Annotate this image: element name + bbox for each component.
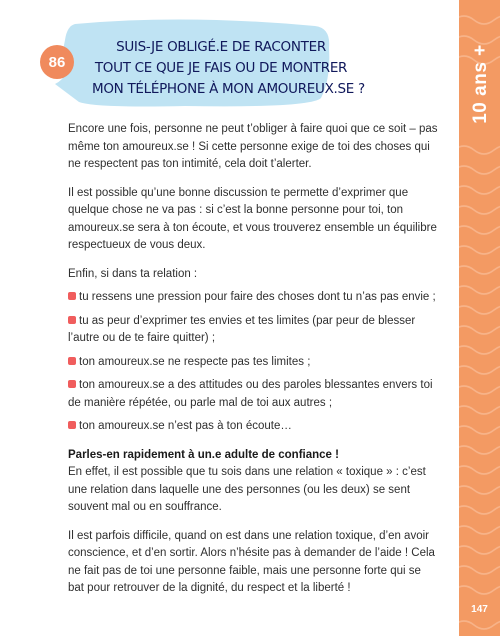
title-line: SUIS-JE OBLIGÉ.E DE RACONTER bbox=[116, 39, 326, 55]
bullet-icon bbox=[68, 316, 76, 324]
title-line: MON TÉLÉPHONE À MON AMOUREUX.SE ? bbox=[92, 81, 365, 97]
paragraph: Il est possible qu’une bonne discussion te permette d’exprimer que quelque chose ne va pas : si c’est la bonne personne pour toi, ton amoureux.se sera à ton écoute, et vous trouverez ensemble un équilibre respectueux de vous deux. bbox=[68, 186, 437, 251]
list-item bbox=[68, 377, 440, 412]
list-item bbox=[68, 354, 440, 372]
list-item-text: tu ressens une pression pour faire des choses dont tu n’as pas envie ; bbox=[79, 291, 436, 303]
list-item-text: ton amoureux.se ne respecte pas tes limites ; bbox=[79, 355, 311, 368]
bullet-icon bbox=[68, 380, 76, 388]
list-item-text: tu as peur d’exprimer tes envies et tes limites (par peur de blesser l’autre ou de te faire quitter) ; bbox=[68, 314, 416, 344]
page-number: 147 bbox=[471, 604, 488, 615]
list-item bbox=[68, 418, 440, 436]
bullet-icon bbox=[68, 292, 76, 300]
list-item bbox=[68, 313, 440, 348]
list-item-text: ton amoureux.se n’est pas à ton écoute… bbox=[79, 420, 292, 432]
article-body bbox=[68, 121, 440, 609]
age-label: 10 ans + bbox=[470, 44, 491, 124]
bullet-icon bbox=[68, 421, 76, 429]
page-title bbox=[92, 37, 365, 100]
list-item-text: ton amoureux.se a des attitudes ou des paroles blessantes envers toi de manière répétée, ou parle mal de toi aux autres ; bbox=[68, 379, 433, 409]
question-number-badge: 86 bbox=[40, 45, 74, 79]
list-item bbox=[68, 289, 440, 307]
paragraph: Enfin, si dans ta relation : bbox=[68, 267, 198, 280]
paragraph bbox=[68, 447, 440, 517]
subheading: Parles-en rapidement à un.e adulte de confiance ! bbox=[68, 448, 339, 461]
title-line: TOUT CE QUE JE FAIS OU DE MONTRER bbox=[94, 60, 348, 76]
bullet-icon bbox=[68, 357, 76, 365]
paragraph: Encore une fois, personne ne peut t’obliger à faire quoi que ce soit – pas même ton amoureux.se ! Si cette personne exige de toi des choses qui ne respectent pas ton intimité, cela doit t’alerter. bbox=[68, 123, 438, 170]
paragraph-text: En effet, il est possible que tu sois dans une relation « toxique » : c’est une relation dans laquelle une des personnes (ou les deux) se sent souvent mal ou en souffrance. bbox=[68, 466, 426, 513]
paragraph: Il est parfois difficile, quand on est dans une relation toxique, d’en avoir conscience, et d’en sortir. Alors n’hésite pas à demander de l’aide ! Cela ne fait pas de toi une personne faible, mais une personne forte qui se bat pour retrouver de la dignité, du respect et la liberté ! bbox=[68, 529, 435, 594]
